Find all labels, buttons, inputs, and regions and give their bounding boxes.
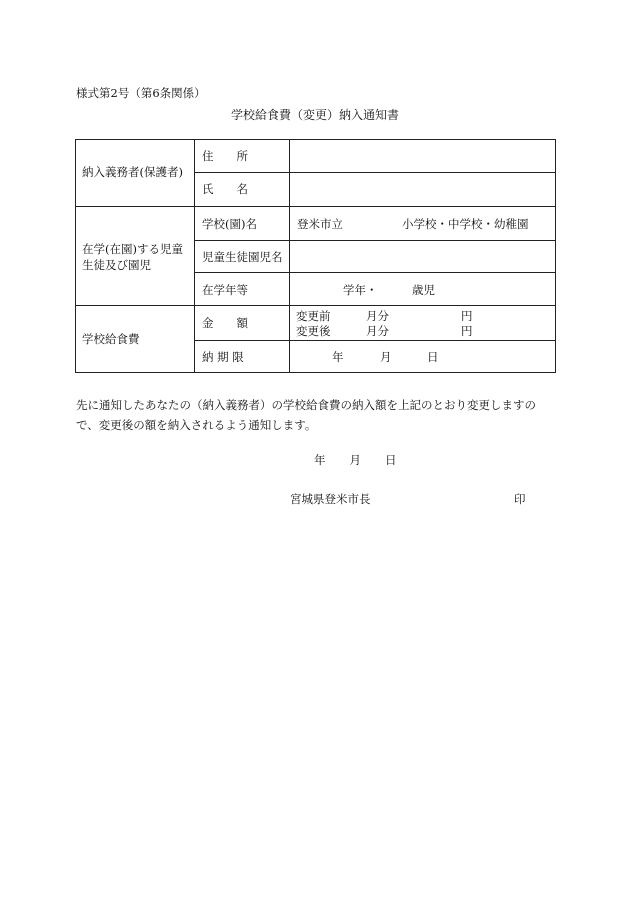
issue-date-year: 年 — [314, 453, 326, 467]
grade-label: 在学年等 — [202, 283, 248, 297]
obligor-label: 納入義務者(保護者) — [82, 165, 183, 179]
school-city: 登米市立 — [297, 217, 343, 231]
due-label: 納 期 限 — [202, 350, 244, 364]
issuer-name: 宮城県登米市長 — [290, 492, 371, 506]
due-year: 年 — [332, 350, 344, 364]
after-yen-unit: 円 — [461, 324, 473, 338]
address-label: 住 所 — [202, 149, 248, 163]
name-label: 氏 名 — [202, 182, 248, 196]
child-name-label: 児童生徒園児名 — [202, 250, 283, 264]
document-title: 学校給食費（変更）納入通知書 — [230, 108, 399, 122]
enrolled-label-line1: 在学(在園)する児童 — [82, 242, 183, 256]
due-month: 月 — [380, 350, 392, 364]
school-types: 小学校・中学校・幼稚園 — [402, 217, 529, 231]
after-month-unit: 月分 — [366, 324, 389, 338]
issue-date-day: 日 — [385, 453, 397, 467]
table-rule — [75, 206, 556, 207]
before-yen-unit: 円 — [461, 309, 473, 323]
notice-paragraph: 先に通知したあなたの（納入義務者）の学校給食費の納入額を上記のとおり変更しますので、変更後の額を納入されるよう通知します。 — [76, 398, 536, 432]
table-rule — [194, 340, 556, 341]
table-rule — [75, 305, 556, 306]
enrolled-label-line2: 生徒及び園児 — [82, 258, 151, 272]
address-field[interactable] — [290, 140, 555, 171]
name-field[interactable] — [290, 173, 555, 205]
issue-date — [314, 453, 397, 467]
child-name-field[interactable] — [290, 241, 555, 271]
fee-label: 学校給食費 — [82, 332, 140, 346]
after-label: 変更後 — [296, 324, 331, 338]
seal-mark: 印 — [514, 492, 526, 506]
due-day: 日 — [427, 350, 439, 364]
before-month-unit: 月分 — [366, 309, 389, 323]
grade-value: 学年・ 歳児 — [343, 283, 435, 297]
table-rule — [194, 139, 195, 373]
table-rule — [194, 272, 556, 273]
issue-date-month: 月 — [349, 453, 361, 467]
before-label: 変更前 — [296, 309, 331, 323]
school-label: 学校(園)名 — [202, 217, 257, 231]
form-number: 様式第2号（第6条関係） — [76, 86, 206, 100]
amount-label: 金 額 — [202, 316, 248, 330]
